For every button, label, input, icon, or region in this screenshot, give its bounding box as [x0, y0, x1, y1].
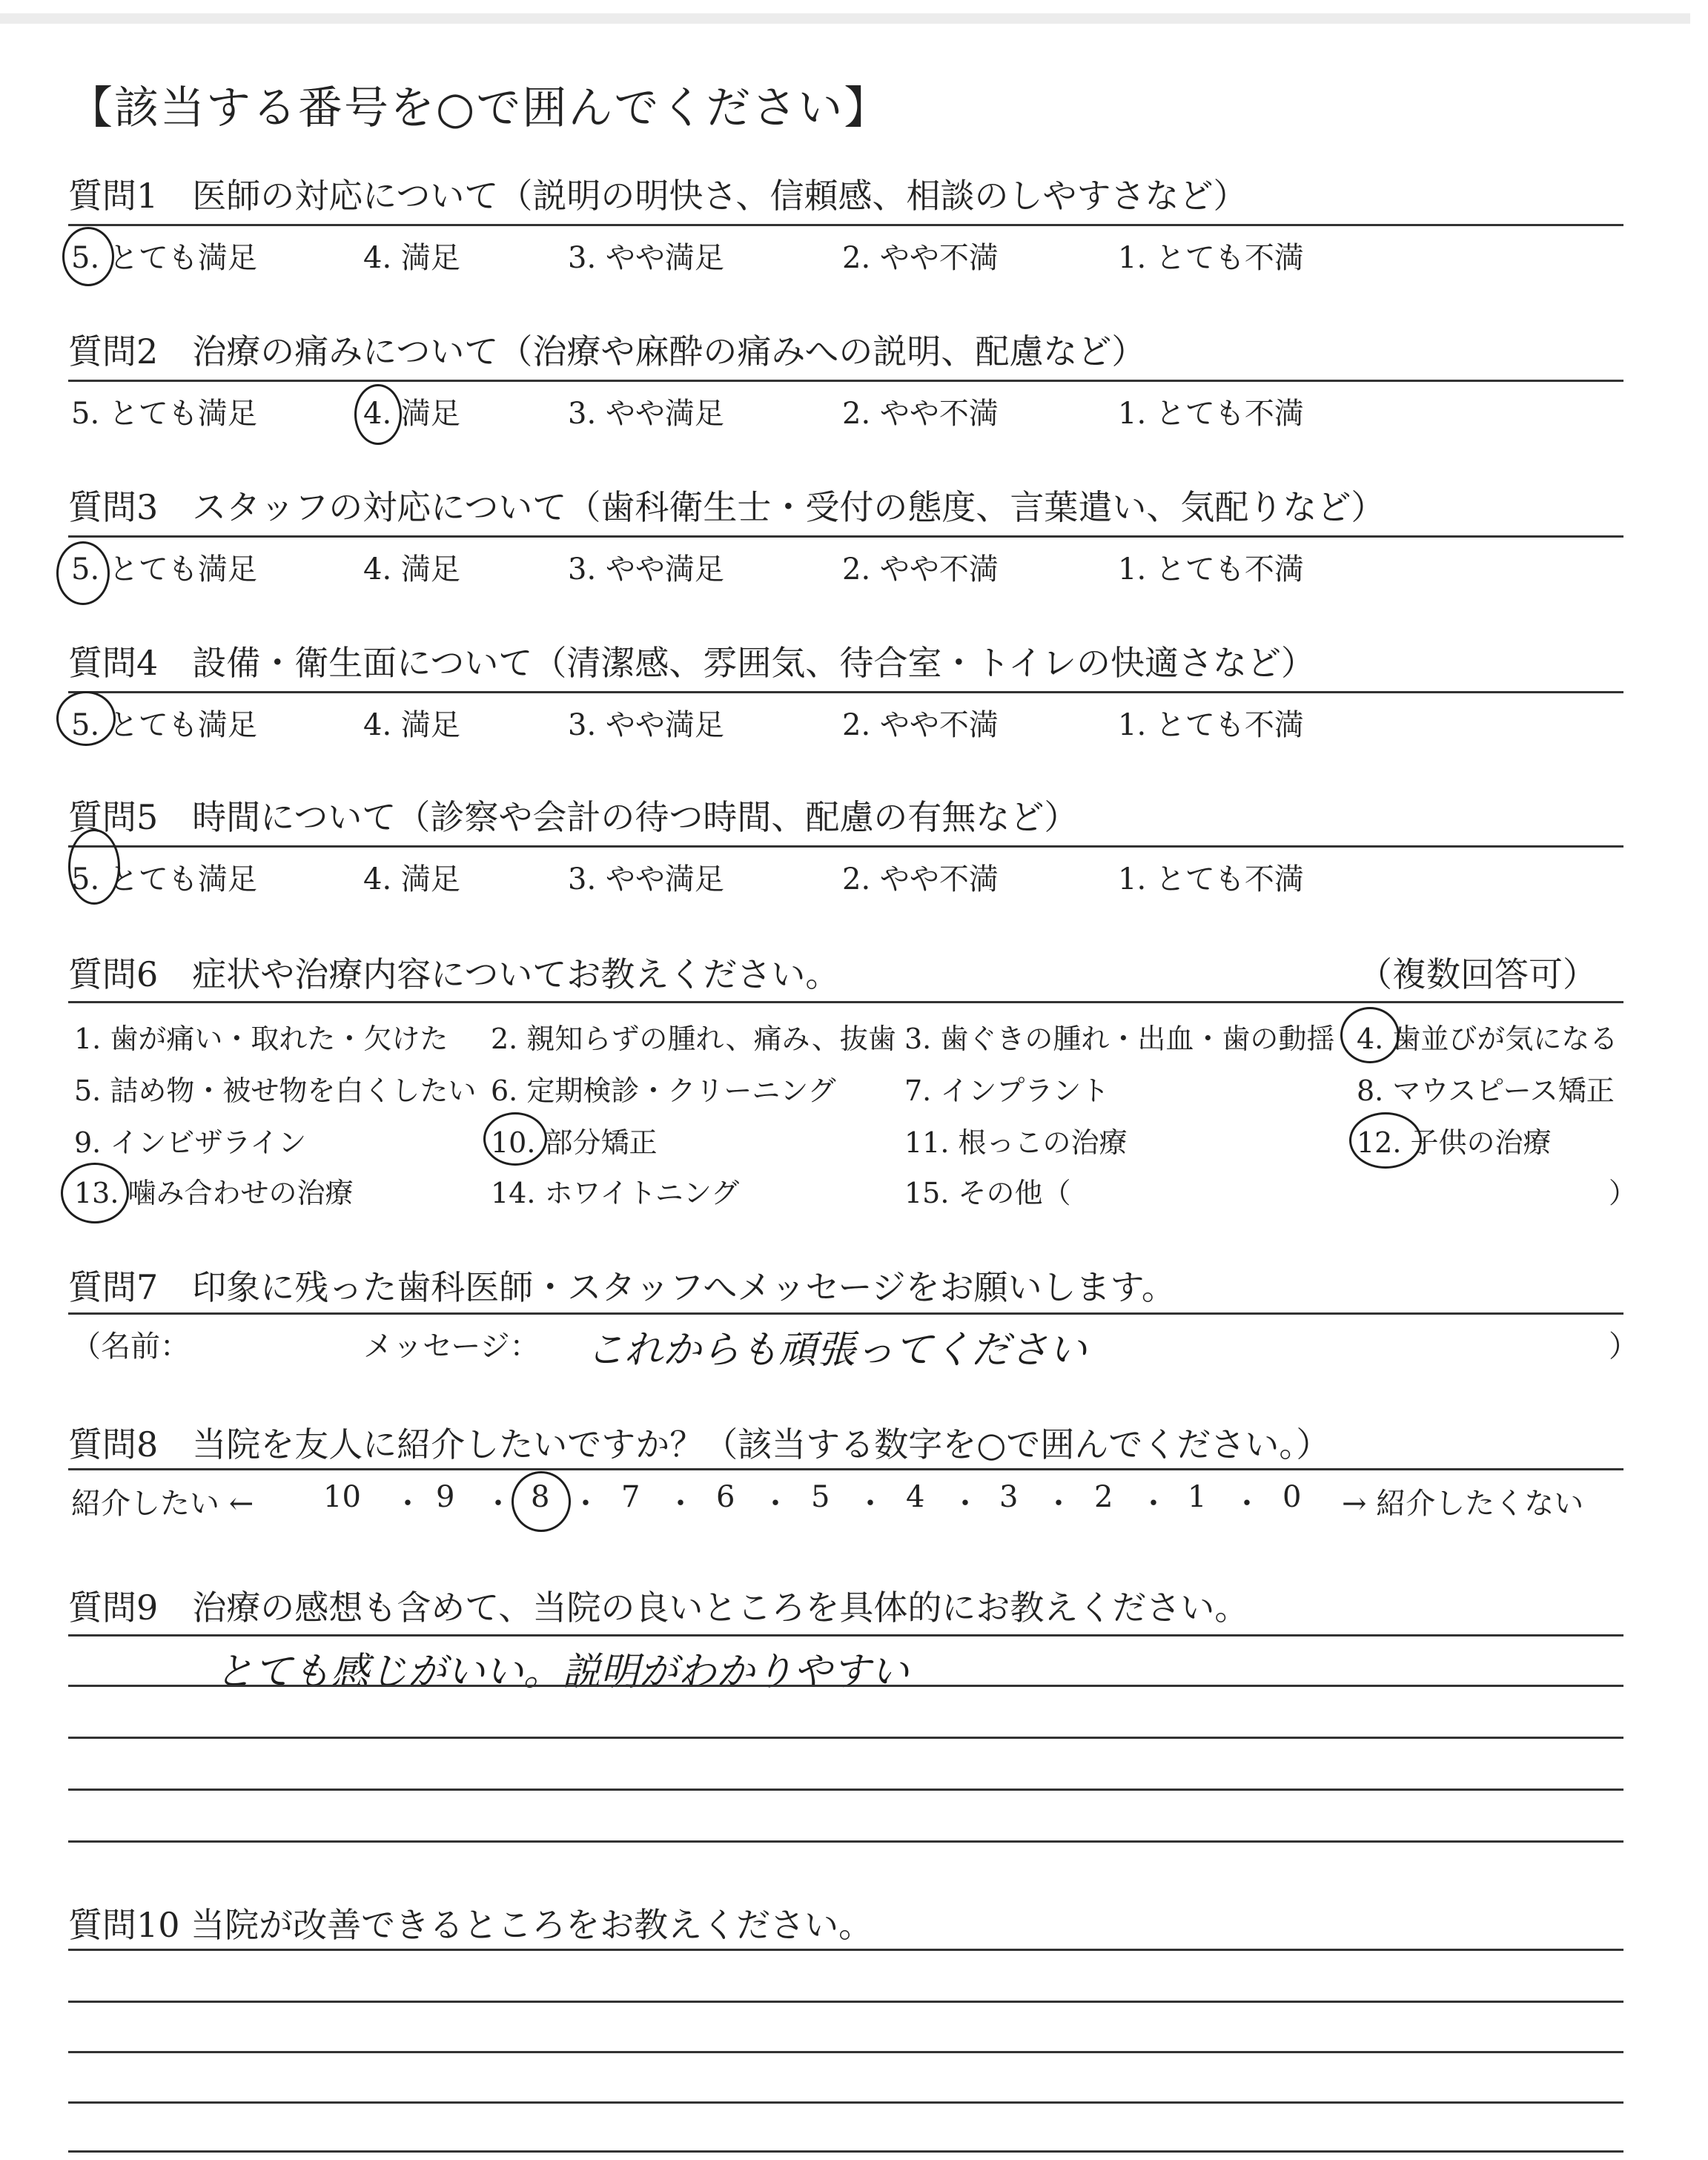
q10-answer-line [68, 2101, 1623, 2104]
q5-option-2[interactable]: 2. やや不満 [842, 862, 999, 896]
q2-option-4[interactable]: 4. 満足 [363, 397, 460, 431]
q6-title: 質問6 症状や治療内容についてお教えください。 [68, 954, 840, 994]
q7-title: 質問7 印象に残った歯科医師・スタッフへメッセージをお願いします。 [68, 1267, 1176, 1307]
q1-rule [68, 224, 1623, 226]
q2-option-2[interactable]: 2. やや不満 [842, 397, 999, 431]
q8-sep: ・ [950, 1487, 980, 1521]
q6-circle-10 [483, 1112, 547, 1166]
q3-option-4[interactable]: 4. 満足 [363, 552, 460, 587]
q10-rule [68, 1949, 1623, 1951]
q6-choice-3[interactable]: 3. 歯ぐきの腫れ・出血・歯の動揺 [904, 1023, 1335, 1055]
q6-choice-2[interactable]: 2. 親知らずの腫れ、痛み、抜歯 [491, 1023, 896, 1055]
q10-title: 質問10 当院が改善できるところをお教えください。 [68, 1905, 873, 1945]
q7-close-paren: ） [1609, 1330, 1638, 1364]
q6-choice-11[interactable]: 11. 根っこの治療 [904, 1126, 1128, 1159]
q1-option-1[interactable]: 1. とても不満 [1118, 241, 1304, 275]
q6-choice-10[interactable]: 10. 部分矯正 [491, 1126, 658, 1159]
q1-option-5[interactable]: 5. とても満足 [71, 241, 257, 275]
q8-scale-7[interactable]: 7 [621, 1480, 640, 1514]
q6-rule [68, 1001, 1623, 1003]
q9-answer-line [68, 1737, 1623, 1739]
q8-scale-1[interactable]: 1 [1188, 1480, 1207, 1514]
q8-scale-0[interactable]: 0 [1282, 1480, 1302, 1514]
q6-circle-13 [61, 1163, 129, 1223]
q6-circle-12 [1349, 1112, 1422, 1169]
q6-choice-15[interactable]: 15. その他（ [904, 1177, 1071, 1209]
q5-answer-circle [68, 829, 120, 905]
q4-option-1[interactable]: 1. とても不満 [1118, 708, 1304, 742]
q1-title: 質問1 医師の対応について（説明の明快さ、信頼感、相談のしやすさなど） [68, 176, 1248, 216]
q6-circle-4 [1340, 1007, 1400, 1063]
q8-rule [68, 1468, 1623, 1470]
q8-sep: ・ [1232, 1487, 1262, 1521]
page-title: 【該当する番号を○で囲んでください】 [68, 82, 890, 134]
q2-option-5[interactable]: 5. とても満足 [71, 397, 257, 431]
q8-right-label: → 紹介したくない [1342, 1487, 1584, 1521]
q9-answer-handwritten[interactable]: とても感じがいい。説明がわかりやすい [215, 1650, 910, 1694]
q8-scale-6[interactable]: 6 [716, 1480, 735, 1514]
q7-rule [68, 1312, 1623, 1315]
q9-title: 質問9 治療の感想も含めて、当院の良いところを具体的にお教えください。 [68, 1588, 1249, 1628]
q8-scale-3[interactable]: 3 [999, 1480, 1019, 1514]
q5-rule [68, 845, 1623, 848]
q3-answer-circle [56, 541, 110, 605]
q5-option-4[interactable]: 4. 満足 [363, 862, 460, 896]
q4-option-3[interactable]: 3. やや満足 [568, 708, 724, 742]
scan-edge [0, 13, 1690, 24]
q5-option-5[interactable]: 5. とても満足 [71, 862, 257, 896]
q8-scale-2[interactable]: 2 [1094, 1480, 1113, 1514]
q6-choice-6[interactable]: 6. 定期検診・クリーニング [491, 1074, 836, 1107]
q6-choice-9[interactable]: 9. インビザライン [74, 1126, 307, 1159]
q8-answer-circle [512, 1471, 571, 1532]
q8-scale-4[interactable]: 4 [906, 1480, 925, 1514]
q8-scale-8[interactable]: 8 [531, 1480, 550, 1514]
q8-scale-10[interactable]: 10 [323, 1480, 361, 1514]
q9-answer-line [68, 1789, 1623, 1791]
q9-answer-line [68, 1840, 1623, 1843]
q7-message-handwritten[interactable]: これからも頑張ってください [586, 1328, 1088, 1373]
q6-choice-1[interactable]: 1. 歯が痛い・取れた・欠けた [74, 1023, 448, 1055]
q8-sep: ・ [855, 1487, 885, 1521]
q3-option-3[interactable]: 3. やや満足 [568, 552, 724, 587]
q2-answer-circle [354, 384, 402, 445]
q2-option-1[interactable]: 1. とても不満 [1118, 397, 1304, 431]
q8-scale-9[interactable]: 9 [436, 1480, 455, 1514]
q8-sep: ・ [571, 1487, 600, 1521]
q6-choice-7[interactable]: 7. インプラント [904, 1074, 1110, 1107]
q1-option-3[interactable]: 3. やや満足 [568, 241, 724, 275]
q3-option-1[interactable]: 1. とても不満 [1118, 552, 1304, 587]
q3-title: 質問3 スタッフの対応について（歯科衛生士・受付の態度、言葉遣い、気配りなど） [68, 487, 1386, 527]
q10-answer-line [68, 2150, 1623, 2153]
q8-sep: ・ [761, 1487, 790, 1521]
q10-answer-line [68, 2001, 1623, 2003]
q8-title: 質問8 当院を友人に紹介したいですか？（該当する数字を○で囲んでください。） [68, 1424, 1331, 1464]
q8-sep: ・ [1139, 1487, 1168, 1521]
q1-option-4[interactable]: 4. 満足 [363, 241, 460, 275]
q8-left-label: 紹介したい ← [71, 1487, 254, 1521]
q7-message-label: メッセージ： [363, 1330, 540, 1364]
q6-choice-14[interactable]: 14. ホワイトニング [491, 1177, 740, 1209]
q6-choice-5[interactable]: 5. 詰め物・被せ物を白くしたい [74, 1074, 477, 1107]
q3-rule [68, 535, 1623, 538]
q8-sep: ・ [483, 1487, 513, 1521]
q4-option-2[interactable]: 2. やや不満 [842, 708, 999, 742]
q6-choice-13[interactable]: 13. 噛み合わせの治療 [74, 1177, 354, 1209]
q4-answer-circle [56, 691, 116, 746]
q8-scale-5[interactable]: 5 [811, 1480, 830, 1514]
q6-other-close: ） [1609, 1177, 1638, 1209]
q4-rule [68, 691, 1623, 693]
q8-sep: ・ [393, 1487, 423, 1521]
q3-option-2[interactable]: 2. やや不満 [842, 552, 999, 587]
q5-option-3[interactable]: 3. やや満足 [568, 862, 724, 896]
q4-option-4[interactable]: 4. 満足 [363, 708, 460, 742]
q10-answer-line [68, 2051, 1623, 2053]
q2-title: 質問2 治療の痛みについて（治療や麻酔の痛みへの説明、配慮など） [68, 331, 1146, 371]
q6-multi-note: （複数回答可） [1358, 954, 1597, 994]
q6-choice-8[interactable]: 8. マウスピース矯正 [1357, 1074, 1615, 1107]
q9-answer-line [68, 1685, 1623, 1687]
q2-option-3[interactable]: 3. やや満足 [568, 397, 724, 431]
q2-rule [68, 380, 1623, 382]
q3-option-5[interactable]: 5. とても満足 [71, 552, 257, 587]
q9-rule [68, 1634, 1623, 1636]
q8-sep: ・ [1044, 1487, 1073, 1521]
q4-title: 質問4 設備・衛生面について（清潔感、雰囲気、待合室・トイレの快適さなど） [68, 643, 1316, 683]
q4-option-5[interactable]: 5. とても満足 [71, 708, 257, 742]
q5-option-1[interactable]: 1. とても不満 [1118, 862, 1304, 896]
q1-option-2[interactable]: 2. やや不満 [842, 241, 999, 275]
q6-choice-4[interactable]: 4. 歯並びが気になる [1357, 1023, 1618, 1055]
q1-answer-circle [62, 227, 114, 286]
q5-title: 質問5 時間について（診察や会計の待つ時間、配慮の有無など） [68, 797, 1079, 837]
q7-name-label: （名前： [71, 1330, 190, 1364]
q8-sep: ・ [666, 1487, 695, 1521]
q6-choice-12[interactable]: 12. 子供の治療 [1357, 1126, 1552, 1159]
